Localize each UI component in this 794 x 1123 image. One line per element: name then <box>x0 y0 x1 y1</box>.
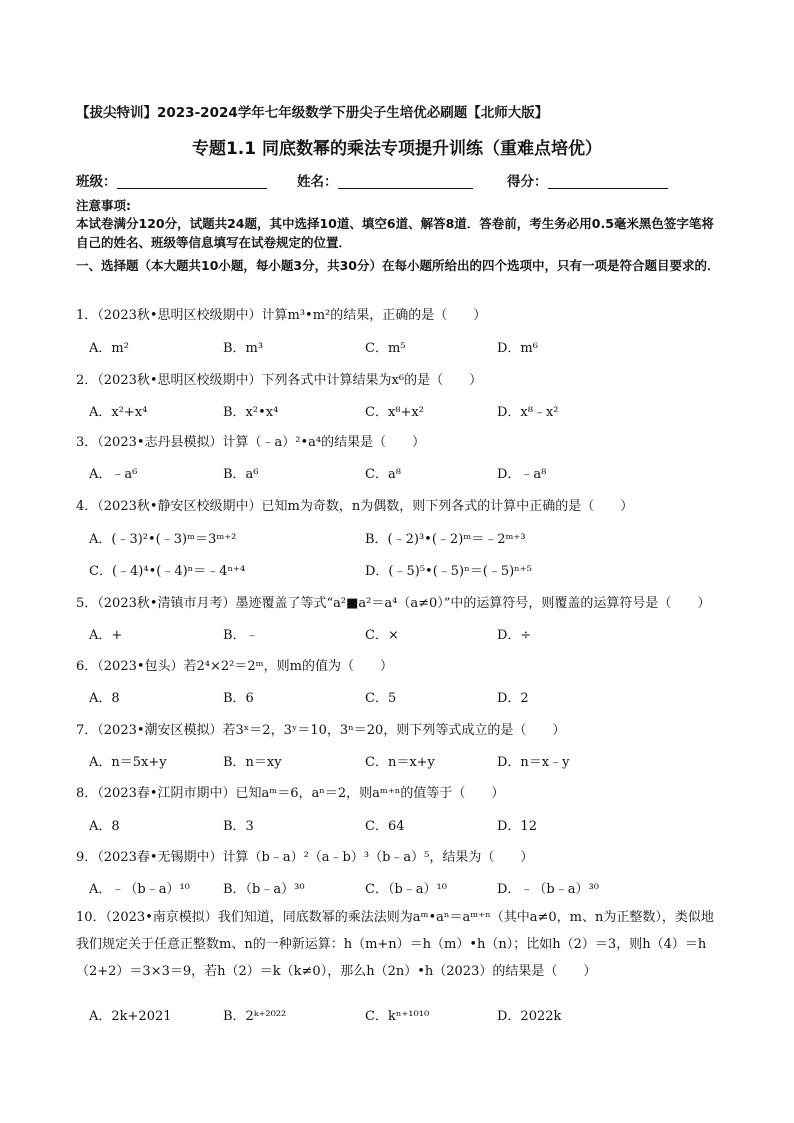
page-title: 专题1.1 同底数幂的乘法专项提升训练（重难点培优） <box>191 139 603 159</box>
option-b[interactable]: B．﹣ <box>223 628 259 643</box>
option-d[interactable]: D．12 <box>497 819 537 834</box>
options-row <box>76 463 726 481</box>
question-stem: 4．（2023秋•静安区校级期中）已知m为奇数，n为偶数，则下列各式的计算中正确的是（ ） <box>76 499 634 514</box>
options-row <box>76 751 726 769</box>
option-d[interactable]: D．﹣a⁸ <box>497 467 547 482</box>
name-field[interactable] <box>297 170 473 190</box>
options-row <box>76 878 726 896</box>
option-a[interactable]: A．﹣（b﹣a）¹⁰ <box>89 882 190 897</box>
option-d[interactable]: D．n＝x﹣y <box>497 755 570 770</box>
option-c[interactable]: C．× <box>365 628 399 643</box>
options-row <box>76 560 726 578</box>
option-b[interactable]: B．x²•x⁴ <box>223 405 279 420</box>
options-row <box>76 687 726 705</box>
option-a[interactable]: A．n＝5x+y <box>89 755 167 770</box>
class-blank[interactable] <box>117 174 267 189</box>
options-row <box>76 528 726 546</box>
option-c[interactable]: C．(﹣4)⁴•(﹣4)ⁿ＝﹣4ⁿ⁺⁴ <box>89 564 246 579</box>
option-a[interactable]: A．8 <box>89 691 120 706</box>
option-b[interactable]: B．3 <box>223 819 254 834</box>
option-d[interactable]: D．(﹣5)⁵•(﹣5)ⁿ＝(﹣5)ⁿ⁺⁵ <box>365 564 532 579</box>
option-d[interactable]: D．x⁸﹣x² <box>497 405 559 420</box>
question-stem: 8．（2023春•江阴市期中）已知aᵐ＝6，aⁿ＝2，则aᵐ⁺ⁿ的值等于（ ） <box>76 786 505 801</box>
option-a[interactable]: A．x²+x⁴ <box>89 405 148 420</box>
question-stem: 2．（2023秋•思明区校级期中）下列各式中计算结果为x⁶的是（ ） <box>76 373 483 388</box>
option-c[interactable]: C．5 <box>365 691 397 706</box>
score-label: 得分： <box>507 174 548 190</box>
score-field[interactable] <box>507 170 668 190</box>
option-d[interactable]: D．m⁶ <box>497 341 538 356</box>
notes-heading: 注意事项: <box>76 198 131 213</box>
question-stem: 3．（2023•志丹县模拟）计算（﹣a）²•a⁴的结果是（ ） <box>76 435 426 450</box>
question-stem: 1．（2023秋•思明区校级期中）计算m³•m²的结果，正确的是（ ） <box>76 308 487 323</box>
option-a[interactable]: A．+ <box>89 628 123 643</box>
options-row <box>76 624 726 642</box>
options-row <box>76 815 726 833</box>
option-d[interactable]: D．﹣（b﹣a）³⁰ <box>497 882 599 897</box>
option-a[interactable]: A．m² <box>89 341 129 356</box>
option-b[interactable]: B．m³ <box>223 341 264 356</box>
option-d[interactable]: D．2 <box>497 691 529 706</box>
option-b[interactable]: B．2ᵏ⁺²⁰²² <box>223 1009 287 1024</box>
question-stem: 7．（2023•潮安区模拟）若3ˣ＝2，3ʸ＝10，3ⁿ＝20，则下列等式成立的是（ ） <box>76 723 566 738</box>
option-c[interactable]: C．64 <box>365 819 405 834</box>
class-field[interactable] <box>76 170 267 190</box>
option-c[interactable]: C．kⁿ⁺¹⁰¹⁰ <box>365 1009 430 1024</box>
section-heading: 一、选择题（本大题共10小题，每小题3分，共30分）在每小题所给出的四个选项中，只有一项是符合题目要求的． <box>76 258 720 273</box>
options-row <box>76 337 726 355</box>
option-c[interactable]: C．x⁸+x² <box>365 405 424 420</box>
option-b[interactable]: B．a⁶ <box>223 467 259 482</box>
option-c[interactable]: C．m⁵ <box>365 341 406 356</box>
options-row <box>76 1005 726 1023</box>
name-label: 姓名： <box>297 174 338 190</box>
option-c[interactable]: C．（b﹣a）¹⁰ <box>365 882 447 897</box>
option-a[interactable]: A．8 <box>89 819 120 834</box>
score-blank[interactable] <box>548 174 668 189</box>
option-a[interactable]: A．(﹣3)²•(﹣3)ᵐ＝3ᵐ⁺² <box>89 532 237 547</box>
series-header: 【拔尖特训】2023-2024学年七年级数学下册尖子生培优必刷题【北师大版】 <box>76 105 549 121</box>
option-b[interactable]: B．(﹣2)³•(﹣2)ᵐ＝﹣2ᵐ⁺³ <box>365 532 526 547</box>
question-stem: 10．（2023•南京模拟）我们知道，同底数幂的乘法法则为aᵐ•aⁿ＝aᵐ⁺ⁿ（其中a≠0，m、n为正整数），类似地我们规定关于任意正整数m、n的一种新运算：h（m+n）＝h（m）•h（n）；比如h（2）＝3，则h（4）＝h（2+2）＝3×3＝9，若h（2）＝k（k≠0），那么h（2n）•h（2023）的结果是（ ） <box>76 910 714 979</box>
option-d[interactable]: D．÷ <box>497 628 532 643</box>
option-b[interactable]: B．6 <box>223 691 254 706</box>
question-stem: 6．（2023•包头）若2⁴×2²＝2ᵐ，则m的值为（ ） <box>76 659 393 674</box>
option-c[interactable]: C．n＝x+y <box>365 755 435 770</box>
option-b[interactable]: B．（b﹣a）³⁰ <box>223 882 305 897</box>
option-a[interactable]: A．2k+2021 <box>89 1009 172 1024</box>
option-d[interactable]: D．2022k <box>497 1009 562 1024</box>
option-b[interactable]: B．n＝xy <box>223 755 282 770</box>
options-row <box>76 401 726 419</box>
option-c[interactable]: C．a⁸ <box>365 467 401 482</box>
option-a[interactable]: A．﹣a⁶ <box>89 467 138 482</box>
question-stem: 9．（2023春•无锡期中）计算（b﹣a）²（a﹣b）³（b﹣a）⁵，结果为（ ） <box>76 850 534 865</box>
name-blank[interactable] <box>338 174 473 189</box>
notes-body: 本试卷满分120分，试题共24题，其中选择10道、填空6道、解答8道．答卷前，考生务必用0.5毫米黑色签字笔将自己的姓名、班级等信息填写在试卷规定的位置． <box>76 216 714 250</box>
class-label: 班级： <box>76 174 117 190</box>
question-stem: 5．（2023秋•清镇市月考）墨迹覆盖了等式“a²■a²＝a⁴（a≠0）”中的运算符号，则覆盖的运算符号是（ ） <box>76 596 711 611</box>
